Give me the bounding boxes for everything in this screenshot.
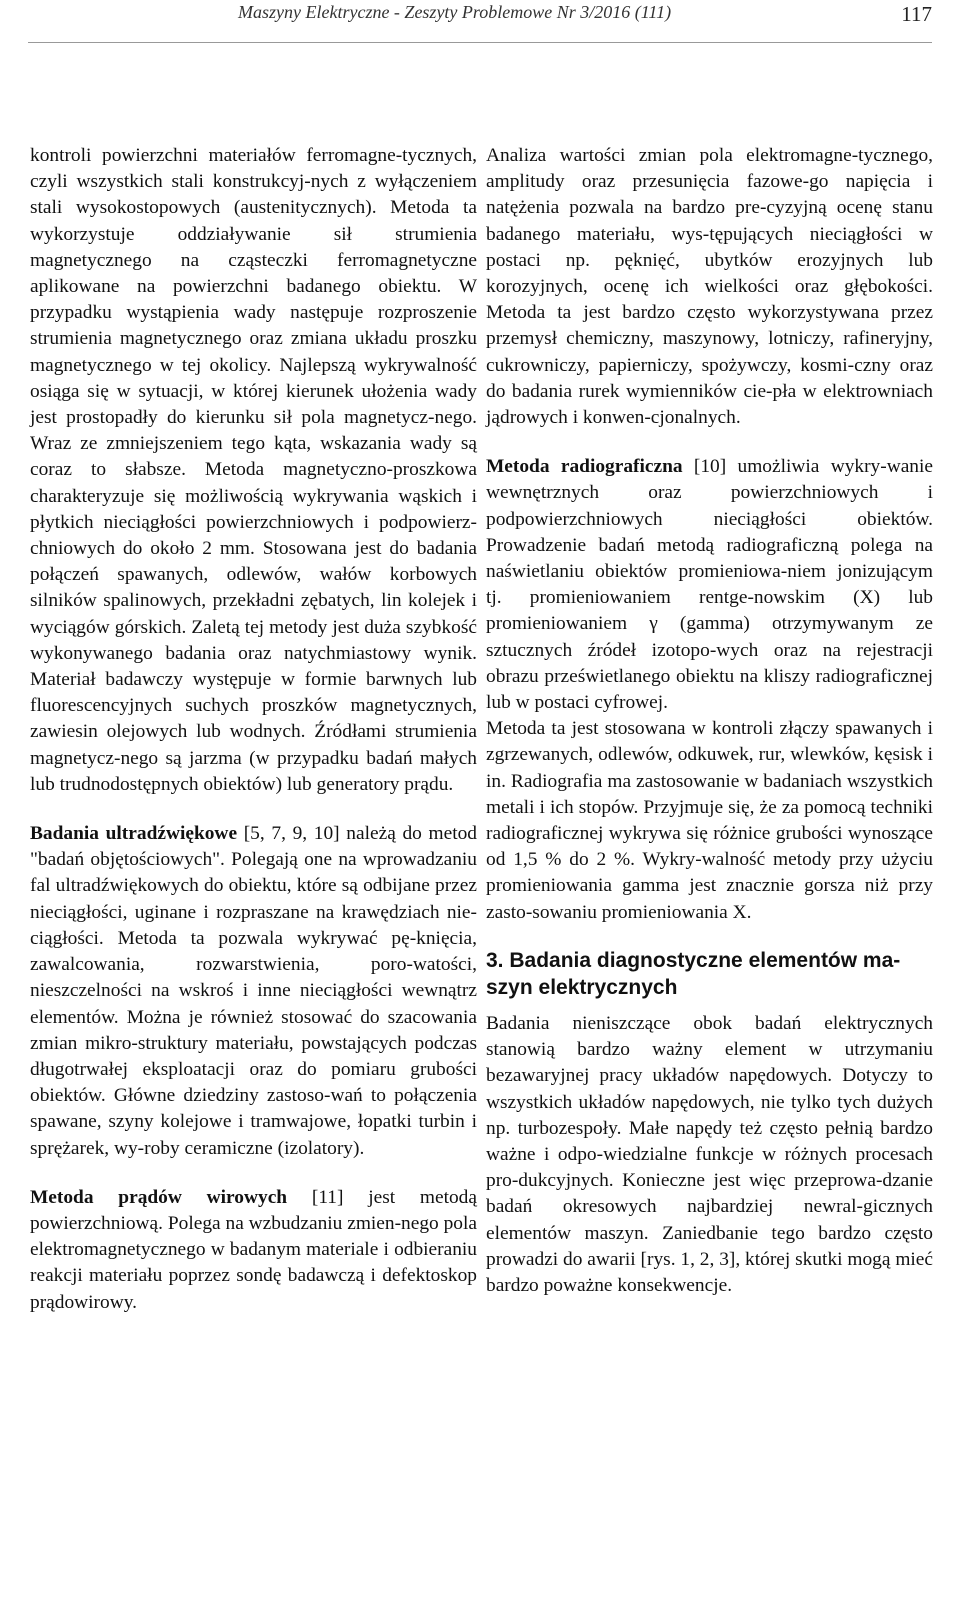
- paragraph-diagnostics: Badania nieniszczące obok badań elektrycznych stanowią bardzo ważny element w utrzymaniu bezawaryjnej pracy układów napędowych. Dotyczy to wszystkich układów napędowych, nie tylko tych dużych np. turbozespoły. Małe napędy też często pełnią bardzo ważne i odpo-wiedzialne funkcje w różnych procesach pro-dukcyjnych. Konieczne jest więc przeprowa-dzanie badań okresowych najbardziej newral-gicznych elementów maszyn. Zaniedbanie tego bardzo często prowadzi do awarii [rys. 1, 2, 3], której skutki mogą mieć bardzo poważne konsekwencje.: [486, 1012, 933, 1296]
- term-ultrasonic: Badania ultradźwiękowe: [30, 823, 238, 845]
- page-header: [0, 0, 960, 50]
- paragraph-eddy-current: [30, 1185, 477, 1316]
- term-eddy-current: Metoda prądów wirowych: [30, 1186, 288, 1208]
- right-column: [486, 143, 933, 1299]
- page-number: 117: [901, 2, 932, 26]
- paragraph-radiographic: [486, 454, 933, 716]
- paragraph-ultrasonic-text: [5, 7, 9, 10] należą do metod "badań objętościowych". Polegają one na wprowadzaniu fal ultradźwiękowych do obiektu, które są odbijane przez nieciągłości, uginane i rozpraszane na krawędziach nie-ciągłości. Metoda ta pozwala wykrywać pę-knięcia, zawalcowania, rozwarstwienia, poro-watości, nieszczelności na wskroś i inne nieciągłości wewnątrz elementów. Można je również stosować do szacowania zmian mikro-struktury materiału, powstających podczas długotrwałej eksploatacji oraz do pomiaru grubości obiektów. Główne dziedziny zastoso-wań to połączenia spawane, szyny kolejowe i tramwajowe, łopatki turbin i sprężarek, wy-roby ceramiczne (izolatory).: [30, 823, 477, 1159]
- paragraph-radiographic-text: [10] umożliwia wykry-wanie wewnętrznych oraz powierzchniowych i podpowierzchniowych nieciągłości obiektów. Prowadzenie badań metodą radiograficzną polega na naświetlaniu obiektów promieniowa-niem jonizującym tj. promieniowaniem rentge-nowskim (X) lub promieniowaniem γ (gamma) otrzymywanym ze sztucznych źródeł izotopo-wych oraz na rejestracji obrazu prześwietlanego obiektu na kliszy radiograficznej lub w postaci cyfrowej.: [486, 456, 933, 714]
- paragraph-magnetic-particle: kontroli powierzchni materiałów ferromagne-tycznych, czyli wszystkich stali konstrukcyj-nych z wyłączeniem stali wysokostopowych (austenitycznych). Metoda ta wykorzystuje oddziaływanie sił strumienia magnetycznego na cząsteczki ferromagnetyczne aplikowane na powierzchni badanego obiektu. W przypadku wystąpienia wady następuje rozproszenie strumienia magnetycznego oraz zmiana układu proszku magnetycznego w tej okolicy. Najlepszą wykrywalność osiąga się w sytuacji, w której kierunek ułożenia wady jest prostopadły do kierunku sił pola magnetycz-nego. Wraz ze zmniejszeniem tego kąta, wskazania wady są coraz to słabsze. Metoda magnetyczno-proszkowa charakteryzuje się możliwością wykrywania wąskich i płytkich nieciągłości powierzchniowych i podpowierz-chniowych do około 2 mm. Stosowana jest do badania połączeń spawanych, odlewów, wałów korbowych silników spalinowych, przekładni zębatych, lin kolejek i wyciągów górskich. Zaletą tej metody jest duża szybkość wykonywanego badania oraz natychmiastowy wynik. Materiał badawczy występuje w formie barwnych lub fluorescencyjnych suchych proszków magnetycznych, zawiesin olejowych lub wodnych. Źródłami strumienia magnetycz-nego są jarzma (w przypadku badań małych lub trudnodostępnych obiektów) lub generatory prądu.: [30, 145, 477, 795]
- paragraph-radiographic-application: Metoda ta jest stosowana w kontroli złączy spawanych i zgrzewanych, odlewów, odkuwek, rur, wlewków, kęsisk i in. Radiografia ma zastosowanie w badaniach wszystkich metali i ich stopów. Przyjmuje się, że za pomocą techniki radiograficznej wykrywa się różnice grubości wynoszące od 1,5 % do 2 %. Wykry-walność metody przy użyciu promieniowania gamma jest znacznie gorsza niż przy zasto-sowaniu promieniowania X.: [486, 718, 933, 923]
- journal-title: Maszyny Elektryczne - Zeszyty Problemowe Nr 3/2016 (111): [238, 2, 672, 22]
- paragraph-ultrasonic: [30, 821, 477, 1162]
- header-divider: [28, 42, 932, 43]
- paragraph-eddy-analysis: Analiza wartości zmian pola elektromagne-tycznego, amplitudy oraz przesunięcia fazowe-go napięcia i natężenia pozwala na bardzo pre-cyzyjną ocenę stanu badanego materiału, wys-tępujących nieciągłości w postaci np. pęknięć, ubytków erozyjnych lub korozyjnych, ocenę ich wielkości oraz głębokości. Metoda ta jest bardzo często wykorzystywana przez przemysł chemiczny, maszynowy, lotniczy, rafineryjny, cukrowniczy, papierniczy, spożywczy, kosmi-czny oraz do badania rurek wymienników cie-pła w elektrowniach jądrowych i konwen-cjonalnych.: [486, 145, 933, 429]
- left-column: [30, 143, 477, 1316]
- section-heading: 3. Badania diagnostyczne elementów ma-szyn elektrycznych: [486, 948, 901, 999]
- term-radiographic: Metoda radiograficzna: [486, 456, 683, 478]
- paragraph-eddy-current-text: [11] jest metodą powierzchniową. Polega na wzbudzaniu zmien-nego pola elektromagnetycznego w badanym materiale i odbieraniu reakcji materiału poprzez sondę badawczą i defektoskop prądowirowy.: [30, 1186, 477, 1313]
